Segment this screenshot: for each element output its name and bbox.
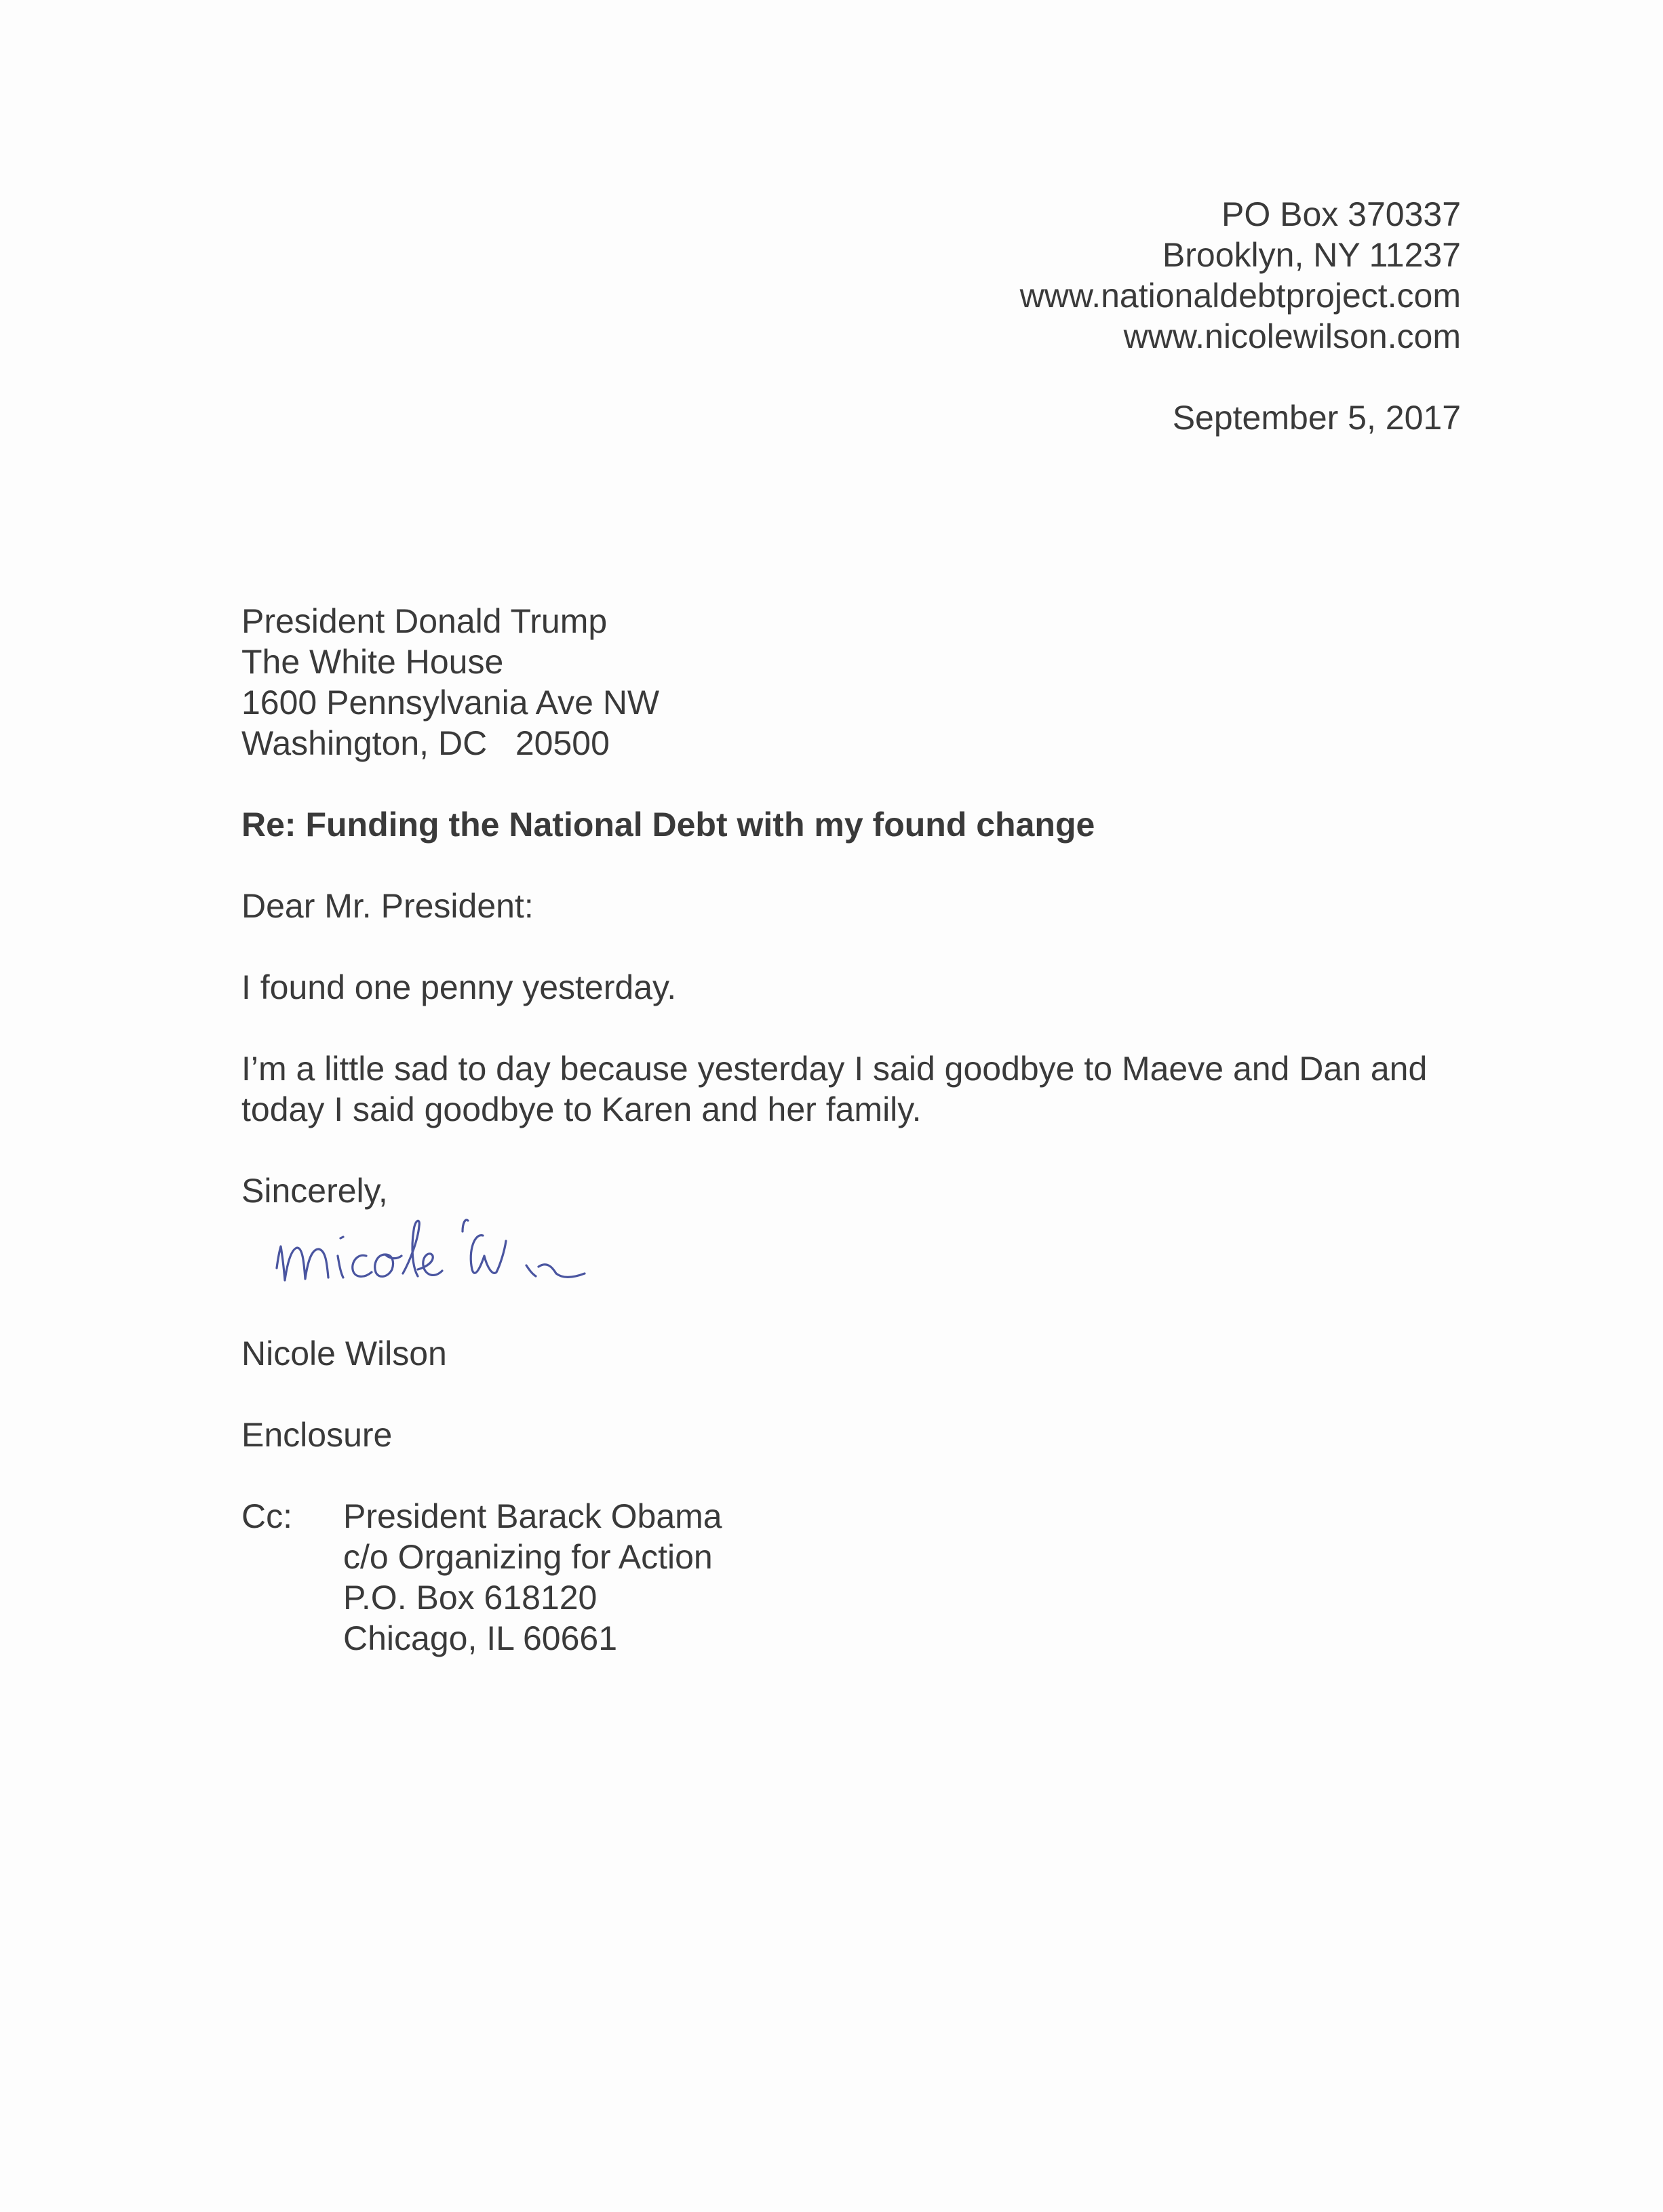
sender-address-line1: PO Box 370337 bbox=[1221, 195, 1461, 233]
body-paragraph-2-line2: today I said goodbye to Karen and her family. bbox=[241, 1090, 922, 1128]
recipient-line1: President Donald Trump bbox=[241, 602, 608, 640]
body-paragraph-2 bbox=[241, 1048, 1427, 1130]
cc-address-block bbox=[343, 1496, 722, 1659]
cc-label: Cc: bbox=[241, 1497, 292, 1535]
cc-line3: P.O. Box 618120 bbox=[343, 1579, 598, 1617]
recipient-line2: The White House bbox=[241, 643, 504, 681]
body-paragraph-2-line1: I’m a little sad to day because yesterday I said goodbye to Maeve and Dan and bbox=[241, 1050, 1428, 1088]
cc-line1: President Barack Obama bbox=[343, 1497, 722, 1535]
recipient-line3: 1600 Pennsylvania Ave NW bbox=[241, 684, 660, 722]
cc-line4: Chicago, IL 60661 bbox=[343, 1619, 618, 1657]
body-paragraph-1: I found one penny yesterday. bbox=[241, 968, 677, 1006]
sender-website-2: www.nicolewilson.com bbox=[1123, 317, 1461, 355]
handwritten-signature bbox=[265, 1193, 712, 1309]
sender-address-line2: Brooklyn, NY 11237 bbox=[1162, 236, 1461, 274]
subject-line: Re: Funding the National Debt with my found change bbox=[241, 806, 1095, 844]
sender-website-1: www.nationaldebtproject.com bbox=[1019, 277, 1461, 315]
enclosure-notation: Enclosure bbox=[241, 1416, 393, 1454]
letter-date: September 5, 2017 bbox=[1172, 399, 1461, 437]
signer-name: Nicole Wilson bbox=[241, 1335, 447, 1372]
cc-line2: c/o Organizing for Action bbox=[343, 1538, 713, 1576]
recipient-address-block bbox=[241, 601, 659, 764]
sender-address-block bbox=[1020, 194, 1461, 357]
recipient-line4: Washington, DC 20500 bbox=[241, 724, 610, 762]
salutation: Dear Mr. President: bbox=[241, 887, 534, 925]
closing: Sincerely, bbox=[241, 1172, 388, 1210]
